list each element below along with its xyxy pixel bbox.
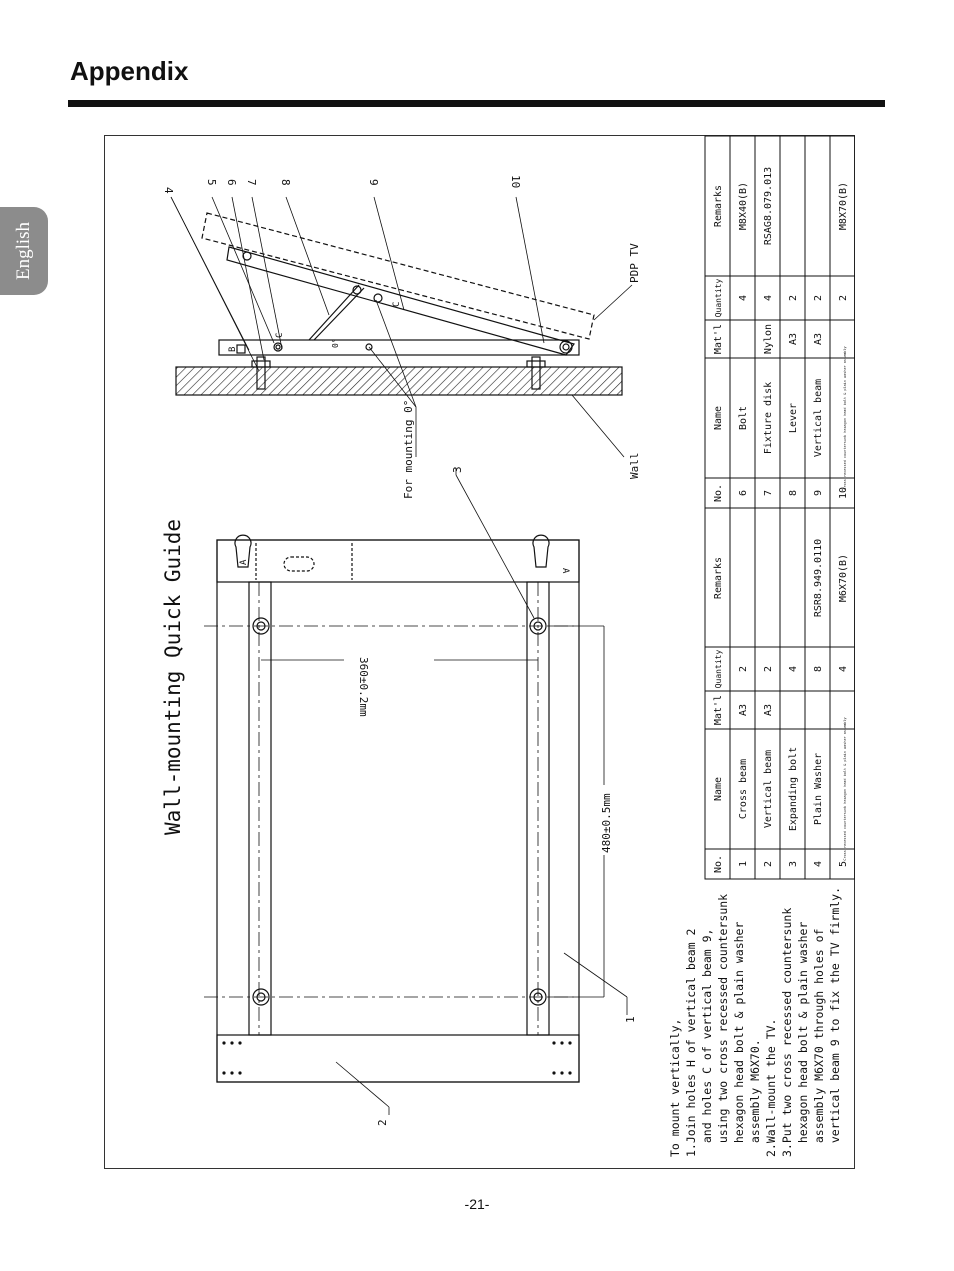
callout-9: 9 bbox=[367, 179, 380, 186]
instruction-line: 1.Join holes H of vertical beam 2 bbox=[684, 928, 698, 1157]
table-cell: 8 bbox=[788, 489, 799, 497]
pdp-tv-label: PDP TV bbox=[628, 243, 641, 283]
table-cell: 2 bbox=[763, 665, 774, 673]
callout-10: 10 bbox=[509, 175, 522, 189]
table-cell: 2 bbox=[838, 294, 849, 302]
table-cell: A3 bbox=[788, 332, 799, 346]
language-tab-label: English bbox=[13, 221, 34, 281]
point-a-right: A bbox=[560, 568, 570, 574]
table-cell: RSR8.949.0110 bbox=[813, 538, 824, 618]
table-cell: 4 bbox=[738, 294, 749, 302]
instruction-line: hexagon head bolt & plain washer bbox=[732, 921, 746, 1157]
dim-vertical: 480±0.5mm bbox=[600, 793, 613, 853]
angle-zero-label: 0° bbox=[331, 338, 340, 348]
instruction-line: using two cross recessed countersunk bbox=[716, 893, 730, 1157]
page-number: -21- bbox=[464, 1196, 490, 1212]
table-cell: M8X40(B) bbox=[738, 181, 749, 231]
point-a-left: A bbox=[239, 559, 249, 565]
table-header-no: No. bbox=[713, 483, 724, 503]
table-cell: 2 bbox=[788, 294, 799, 302]
callout-6: 6 bbox=[225, 179, 238, 186]
table-cell: Fixture disk bbox=[763, 381, 774, 455]
table-cell: A3 bbox=[813, 332, 824, 346]
instruction-line: To mount vertically, bbox=[668, 1018, 682, 1157]
instruction-line: 3.Put two cross recessed countersunk bbox=[780, 907, 794, 1157]
table-cell: A3 bbox=[738, 703, 749, 717]
table-header-material: Mat'l bbox=[713, 323, 724, 355]
language-tab[interactable] bbox=[0, 207, 48, 295]
front-view-bracket bbox=[204, 468, 627, 1115]
point-c-upper: C bbox=[392, 301, 402, 307]
table-cell: 9 bbox=[813, 489, 824, 497]
instruction-line: vertical beam 9 to fix the TV firmly. bbox=[828, 886, 842, 1157]
point-c-lower: C bbox=[275, 332, 285, 338]
table-cell: Lever bbox=[788, 402, 799, 434]
table-header-no: No. bbox=[713, 854, 724, 874]
table-header-remarks: Remarks bbox=[713, 184, 724, 228]
callout-2: 2 bbox=[376, 1119, 389, 1126]
table-cell: 5 bbox=[838, 860, 849, 868]
table-header-name: Name bbox=[713, 405, 724, 431]
point-b-label: B bbox=[228, 346, 238, 352]
table-cell: M6X70(B) bbox=[838, 553, 849, 603]
table-cell: 1 bbox=[738, 860, 749, 868]
table-cell: 4 bbox=[763, 294, 774, 302]
parts-table bbox=[705, 136, 855, 879]
title-rule bbox=[68, 100, 885, 107]
table-cell: 4 bbox=[813, 860, 824, 868]
instruction-line: 2.Wall-mount the TV. bbox=[764, 1018, 778, 1157]
wall-mount-drawing bbox=[104, 135, 855, 1169]
table-cell: 2 bbox=[763, 860, 774, 868]
instruction-line: and holes C of vertical beam 9, bbox=[700, 928, 714, 1157]
table-header-remarks: Remarks bbox=[713, 556, 724, 600]
callout-3: 3 bbox=[451, 466, 464, 473]
callout-1: 1 bbox=[624, 1016, 637, 1023]
table-cell: 4 bbox=[788, 665, 799, 673]
table-cell: Vertical beam bbox=[813, 378, 824, 458]
table-cell: Cross beam bbox=[738, 758, 749, 820]
table-cell: 2 bbox=[738, 665, 749, 673]
table-cell: Plain Washer bbox=[813, 752, 824, 826]
table-cell: 7 bbox=[763, 489, 774, 497]
table-cell: M8X70(B) bbox=[838, 181, 849, 231]
table-cell: Bolt bbox=[738, 405, 749, 431]
table-cell: 3 bbox=[788, 860, 799, 868]
table-cell: Vertical beam bbox=[763, 749, 774, 829]
table-cell: Nylon bbox=[763, 323, 774, 355]
instruction-line: assembly M6X70 through holes of bbox=[812, 928, 826, 1157]
callout-5: 5 bbox=[205, 179, 218, 186]
table-cell: 4 bbox=[838, 665, 849, 673]
instructions bbox=[668, 887, 842, 1157]
instruction-line: hexagon head bolt & plain washer bbox=[796, 921, 810, 1157]
table-cell: Expanding bolt bbox=[788, 746, 799, 832]
page-title: Appendix bbox=[70, 56, 189, 86]
table-cell: Cross recessed countersunk hexagon head bolt & plain washer assembly bbox=[843, 717, 847, 861]
table-cell: 6 bbox=[738, 489, 749, 497]
table-cell: 10 bbox=[838, 486, 849, 500]
table-cell: A3 bbox=[763, 703, 774, 717]
table-cell: 2 bbox=[813, 294, 824, 302]
table-cell: Cross recessed countersunk hexagon head bolt & plain washer assembly bbox=[843, 346, 847, 490]
instruction-line: assembly M6X70. bbox=[748, 1039, 762, 1157]
wall-label: Wall bbox=[628, 452, 641, 479]
table-header-material: Mat'l bbox=[713, 694, 724, 726]
table-header-name: Name bbox=[713, 776, 724, 802]
table-header-quantity: Quantity bbox=[714, 278, 723, 318]
table-header-quantity: Quantity bbox=[714, 649, 723, 689]
dim-horizontal: 360±0.2mm bbox=[357, 657, 370, 717]
callout-8: 8 bbox=[279, 179, 292, 186]
for-mounting-label: For mounting 0° bbox=[402, 399, 415, 499]
table-cell: 8 bbox=[813, 665, 824, 673]
guide-title: Wall-mounting Quick Guide bbox=[161, 518, 185, 835]
callout-7: 7 bbox=[245, 179, 258, 186]
callout-4: 4 bbox=[162, 187, 175, 194]
table-cell: RSAG8.079.013 bbox=[763, 166, 774, 246]
